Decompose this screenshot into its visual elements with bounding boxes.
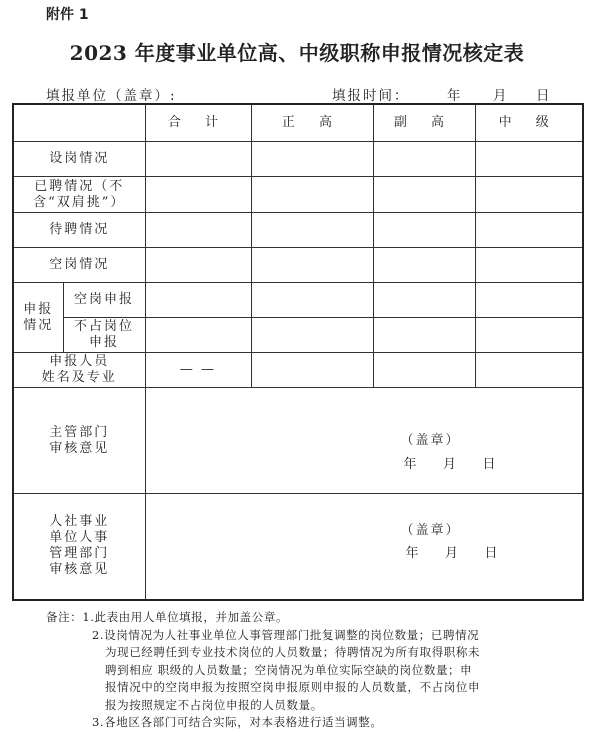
notes xyxy=(46,609,566,732)
hr-review-seal: （盖章） xyxy=(400,523,461,538)
cell[interactable] xyxy=(373,283,475,318)
note-2-line5: 报为按照规定不占岗位申报的人员数量。 xyxy=(105,697,323,712)
row-label-apply-line1: 申报 xyxy=(23,301,54,317)
date-day: 日 xyxy=(536,88,550,104)
cell[interactable] xyxy=(145,213,251,248)
hr-review-field[interactable] xyxy=(145,494,583,600)
cell[interactable] xyxy=(145,318,251,353)
cell[interactable] xyxy=(373,177,475,213)
cell[interactable] xyxy=(251,248,373,283)
row-label-hr-review xyxy=(13,494,145,600)
row-label-apply xyxy=(13,283,63,353)
note-2-line3: 聘到相应 职级的人员数量；空岗情况为单位实际空缺的岗位数量；申 xyxy=(105,662,473,677)
cell[interactable] xyxy=(475,283,583,318)
table-row xyxy=(13,283,583,318)
note-2-line4: 报情况中的空岗申报为按照空岗申报原则申报的人员数量，不占岗位申 xyxy=(105,680,481,694)
header-blank-cell xyxy=(13,104,145,142)
table-row xyxy=(13,248,583,283)
row-label-apply-nonpost-line1: 不占岗位 xyxy=(73,319,134,334)
note-1: 备注：1.此表由用人单位填报，并加盖公章。 xyxy=(46,610,289,624)
hr-review-line4: 审核意见 xyxy=(49,562,110,578)
cell[interactable] xyxy=(475,353,583,388)
cell[interactable] xyxy=(251,142,373,177)
table-row xyxy=(13,353,583,388)
dept-review-seal: （盖章） xyxy=(400,433,461,448)
applicant-total-cell: — — xyxy=(145,353,251,388)
table-row xyxy=(13,142,583,177)
hr-review-line3: 管理部门 xyxy=(49,546,110,562)
table-row xyxy=(13,388,583,494)
cell[interactable] xyxy=(373,353,475,388)
header-intermediate: 中 级 xyxy=(475,104,583,142)
note-2-line2: 为现已经聘任到专业技术岗位的人员数量；待聘情况为所有取得职称未 xyxy=(105,645,481,659)
fill-time xyxy=(332,84,550,104)
table-row xyxy=(13,494,583,600)
cell[interactable] xyxy=(475,142,583,177)
header-vice-senior: 副 高 xyxy=(373,104,475,142)
row-label-hired-line1: 已聘情况（不 xyxy=(34,178,125,194)
row-label-apply-vacant: 空岗申报 xyxy=(63,283,145,318)
row-label-apply-line2: 情况 xyxy=(23,317,54,333)
dept-review-line2: 审核意见 xyxy=(49,440,110,456)
notes-label: 备注： xyxy=(46,610,83,624)
row-label-applicant xyxy=(13,353,145,388)
fill-unit-label: 填报单位（盖章）: xyxy=(46,88,177,104)
page-title: 2023 年度事业单位高、中级职称申报情况核定表 xyxy=(69,41,525,65)
row-label-waiting: 待聘情况 xyxy=(13,213,145,248)
cell[interactable] xyxy=(251,318,373,353)
note-2-line1: 2.设岗情况为人社事业单位人事管理部门批复调整的岗位数量；已聘情况 xyxy=(92,627,480,642)
dept-review-line1: 主管部门 xyxy=(49,424,110,440)
cell[interactable] xyxy=(373,142,475,177)
header-senior: 正 高 xyxy=(251,104,373,142)
cell[interactable] xyxy=(251,177,373,213)
cell[interactable] xyxy=(251,353,373,388)
table-row xyxy=(13,318,583,353)
cell[interactable] xyxy=(145,248,251,283)
row-label-dept-review xyxy=(13,388,145,494)
fill-time-label: 填报时间： xyxy=(332,88,410,104)
table-row xyxy=(13,177,583,213)
row-label-applicant-line1: 申报人员 xyxy=(49,354,110,369)
approval-table xyxy=(12,103,584,601)
note-3: 3.各地区各部门可结合实际，对本表格进行适当调整。 xyxy=(92,715,383,729)
cell[interactable] xyxy=(475,177,583,213)
cell[interactable] xyxy=(145,283,251,318)
hr-review-line1: 人社事业 xyxy=(49,514,110,530)
cell[interactable] xyxy=(251,213,373,248)
cell[interactable] xyxy=(373,248,475,283)
cell[interactable] xyxy=(373,213,475,248)
cell[interactable] xyxy=(373,318,475,353)
date-month: 月 xyxy=(493,88,507,104)
row-label-hired xyxy=(13,177,145,213)
header-total: 合 计 xyxy=(145,104,251,142)
row-label-posts: 设岗情况 xyxy=(13,142,145,177)
attachment-label: 附件 1 xyxy=(46,7,89,23)
cell[interactable] xyxy=(475,213,583,248)
hr-review-line2: 单位人事 xyxy=(49,530,110,546)
cell[interactable] xyxy=(475,248,583,283)
dept-review-field[interactable] xyxy=(145,388,583,494)
row-label-vacant: 空岗情况 xyxy=(13,248,145,283)
row-label-hired-line2: 含“双肩挑”） xyxy=(33,194,126,210)
cell[interactable] xyxy=(145,142,251,177)
row-label-apply-nonpost-line2: 申报 xyxy=(88,335,119,350)
dept-review-date: 年 月 日 xyxy=(403,457,498,472)
cell[interactable] xyxy=(145,177,251,213)
cell[interactable] xyxy=(475,318,583,353)
date-year: 年 xyxy=(447,88,461,104)
table-row xyxy=(13,213,583,248)
hr-review-date: 年 月 日 xyxy=(405,546,500,561)
cell[interactable] xyxy=(251,283,373,318)
table-header-row xyxy=(13,104,583,142)
row-label-apply-nonpost xyxy=(63,318,145,353)
row-label-applicant-line2: 姓名及专业 xyxy=(41,370,117,385)
